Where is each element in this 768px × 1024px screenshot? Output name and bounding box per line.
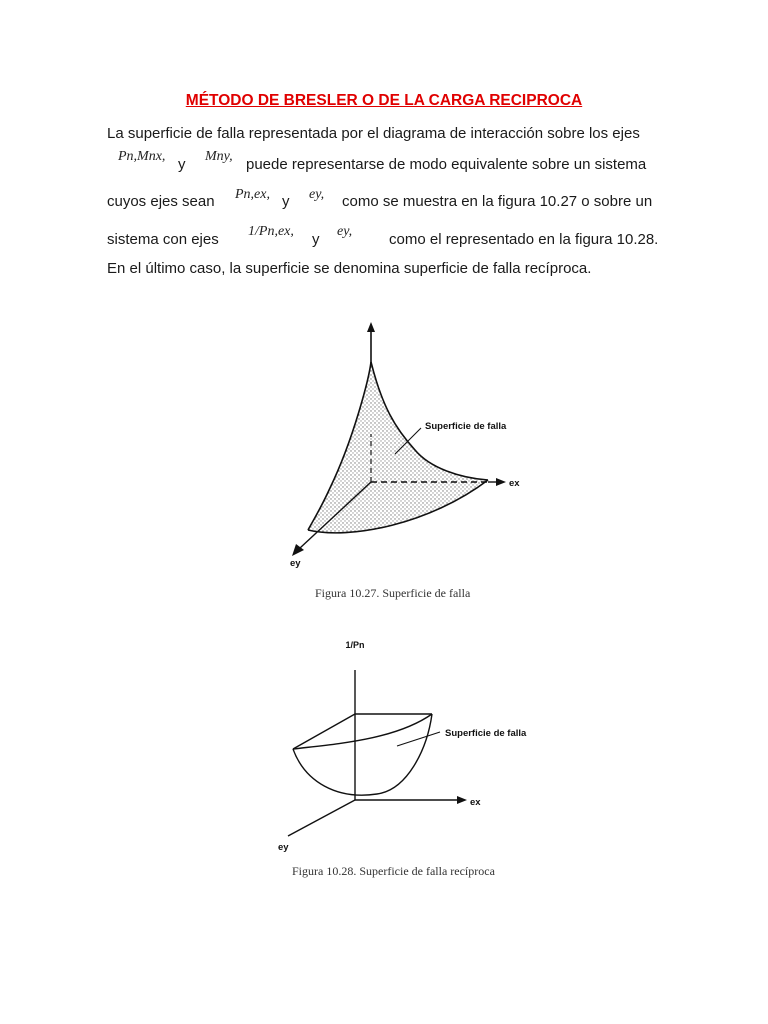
conjunction-y-3: y	[312, 231, 320, 248]
figure-caption-1: Figura 10.27. Superficie de falla	[315, 586, 471, 600]
paragraph-line-3-start: cuyos ejes sean	[107, 193, 215, 210]
conjunction-y-1: y	[178, 156, 186, 173]
paragraph-line-4-start: sistema con ejes	[107, 231, 219, 248]
ey-label: ey	[278, 842, 289, 853]
surface-label: Superficie de falla	[425, 421, 507, 432]
surface-fill	[308, 362, 488, 533]
paragraph-line-4-rest: como el representado en la figura 10.28.	[389, 231, 659, 248]
surface-leader-line	[397, 732, 440, 746]
figure-caption-2: Figura 10.28. Superficie de falla recíproca	[292, 864, 495, 878]
ex-label: ex	[509, 478, 520, 489]
paragraph-line-1: La superficie de falla representada por el diagrama de interacción sobre los ejes	[107, 125, 640, 142]
ey-axis-line	[288, 800, 355, 836]
surface-label: Superficie de falla	[445, 728, 527, 739]
math-ey-2: ey,	[337, 224, 353, 239]
ex-axis-arrow	[496, 478, 506, 486]
top-edge-left	[293, 714, 355, 749]
vertical-axis-arrow	[367, 322, 375, 332]
figure-reciprocal-surface	[275, 632, 535, 858]
paragraph-line-5: En el último caso, la superficie se denomina superficie de falla recíproca.	[107, 260, 592, 277]
conjunction-y-2: y	[282, 193, 290, 210]
paragraph-line-3-rest: como se muestra en la figura 10.27 o sobre un	[342, 193, 653, 210]
axis-top-label: 1/Pn	[345, 640, 365, 650]
surface-top-curve	[293, 714, 432, 749]
math-mny: Mny,	[205, 149, 233, 164]
page-title: MÉTODO DE BRESLER O DE LA CARGA RECIPROCA	[185, 92, 583, 109]
ey-label: ey	[290, 558, 301, 569]
math-inv-pn-ex: 1/Pn,ex,	[248, 224, 294, 239]
math-pn-ex: Pn,ex,	[235, 187, 270, 202]
math-ey: ey,	[309, 187, 325, 202]
ex-label: ex	[470, 797, 481, 808]
figure-failure-surface	[270, 318, 530, 574]
math-pn-mnx: Pn,Mnx,	[118, 149, 166, 164]
paragraph-line-2: puede representarse de modo equivalente sobre un sistema	[246, 156, 647, 173]
ex-axis-arrow	[457, 796, 467, 804]
